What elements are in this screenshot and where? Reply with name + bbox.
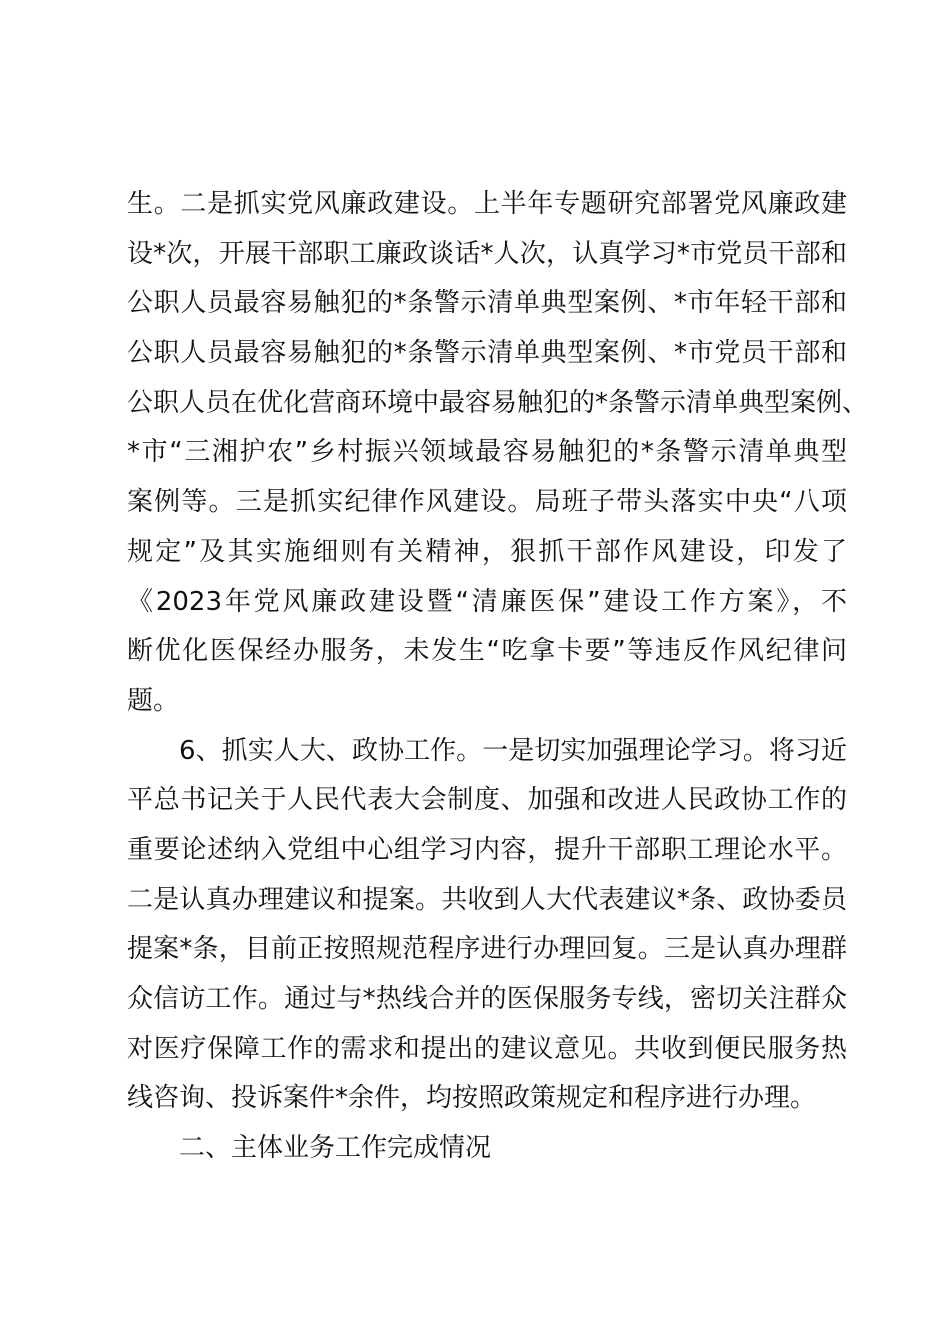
document-body <box>127 180 869 1174</box>
text-line: *市“三湘护农”乡村振兴领域最容易触犯的*条警示清单典型 <box>127 437 847 468</box>
text-line: 公职人员在优化营商环境中最容易触犯的*条警示清单典型案例、 <box>127 387 869 418</box>
text-line: 断优化医保经办服务，未发生“吃拿卡要”等违反作风纪律问 <box>127 636 847 667</box>
text-line: 案例等。三是抓实纪律作风建设。局班子带头落实中央“八项 <box>127 487 847 518</box>
text-line: 公职人员最容易触犯的*条警示清单典型案例、*市年轻干部和 <box>127 288 847 319</box>
text-line: 《2023年党风廉政建设暨“清廉医保”建设工作方案》，不 <box>127 586 847 617</box>
paragraph-6 <box>127 727 847 1125</box>
text-line: 题。 <box>127 685 180 716</box>
text-line: 平总书记关于人民代表大会制度、加强和改进人民政协工作的 <box>127 785 847 816</box>
text-line: 重要论述纳入党组中心组学习内容，提升干部职工理论水平。 <box>127 834 847 865</box>
text-line: 众信访工作。通过与*热线合并的医保服务专线，密切关注群众 <box>127 984 847 1014</box>
text-line: 对医疗保障工作的需求和提出的建议意见。共收到便民服务热 <box>127 1033 847 1064</box>
paragraph-continuation <box>127 180 869 727</box>
text-line: 线咨询、投诉案件*余件，均按照政策规定和程序进行办理。 <box>127 1083 817 1114</box>
text-line: 6、抓实人大、政协工作。一是切实加强理论学习。将习近 <box>179 735 847 766</box>
section-heading: 二、主体业务工作完成情况 <box>179 1133 492 1164</box>
text-line: 提案*条，目前正按照规范程序进行办理回复。三是认真办理群 <box>127 934 847 965</box>
text-line: 二是认真办理建议和提案。共收到人大代表建议*条、政协委员 <box>127 884 847 915</box>
text-line: 公职人员最容易触犯的*条警示清单典型案例、*市党员干部和 <box>127 338 847 369</box>
text-line: 生。二是抓实党风廉政建设。上半年专题研究部署党风廉政建 <box>127 189 847 219</box>
text-line: 设*次，开展干部职工廉政谈话*人次，认真学习*市党员干部和 <box>127 238 847 269</box>
text-line: 规定”及其实施细则有关精神，狠抓干部作风建设，印发了 <box>127 536 847 567</box>
